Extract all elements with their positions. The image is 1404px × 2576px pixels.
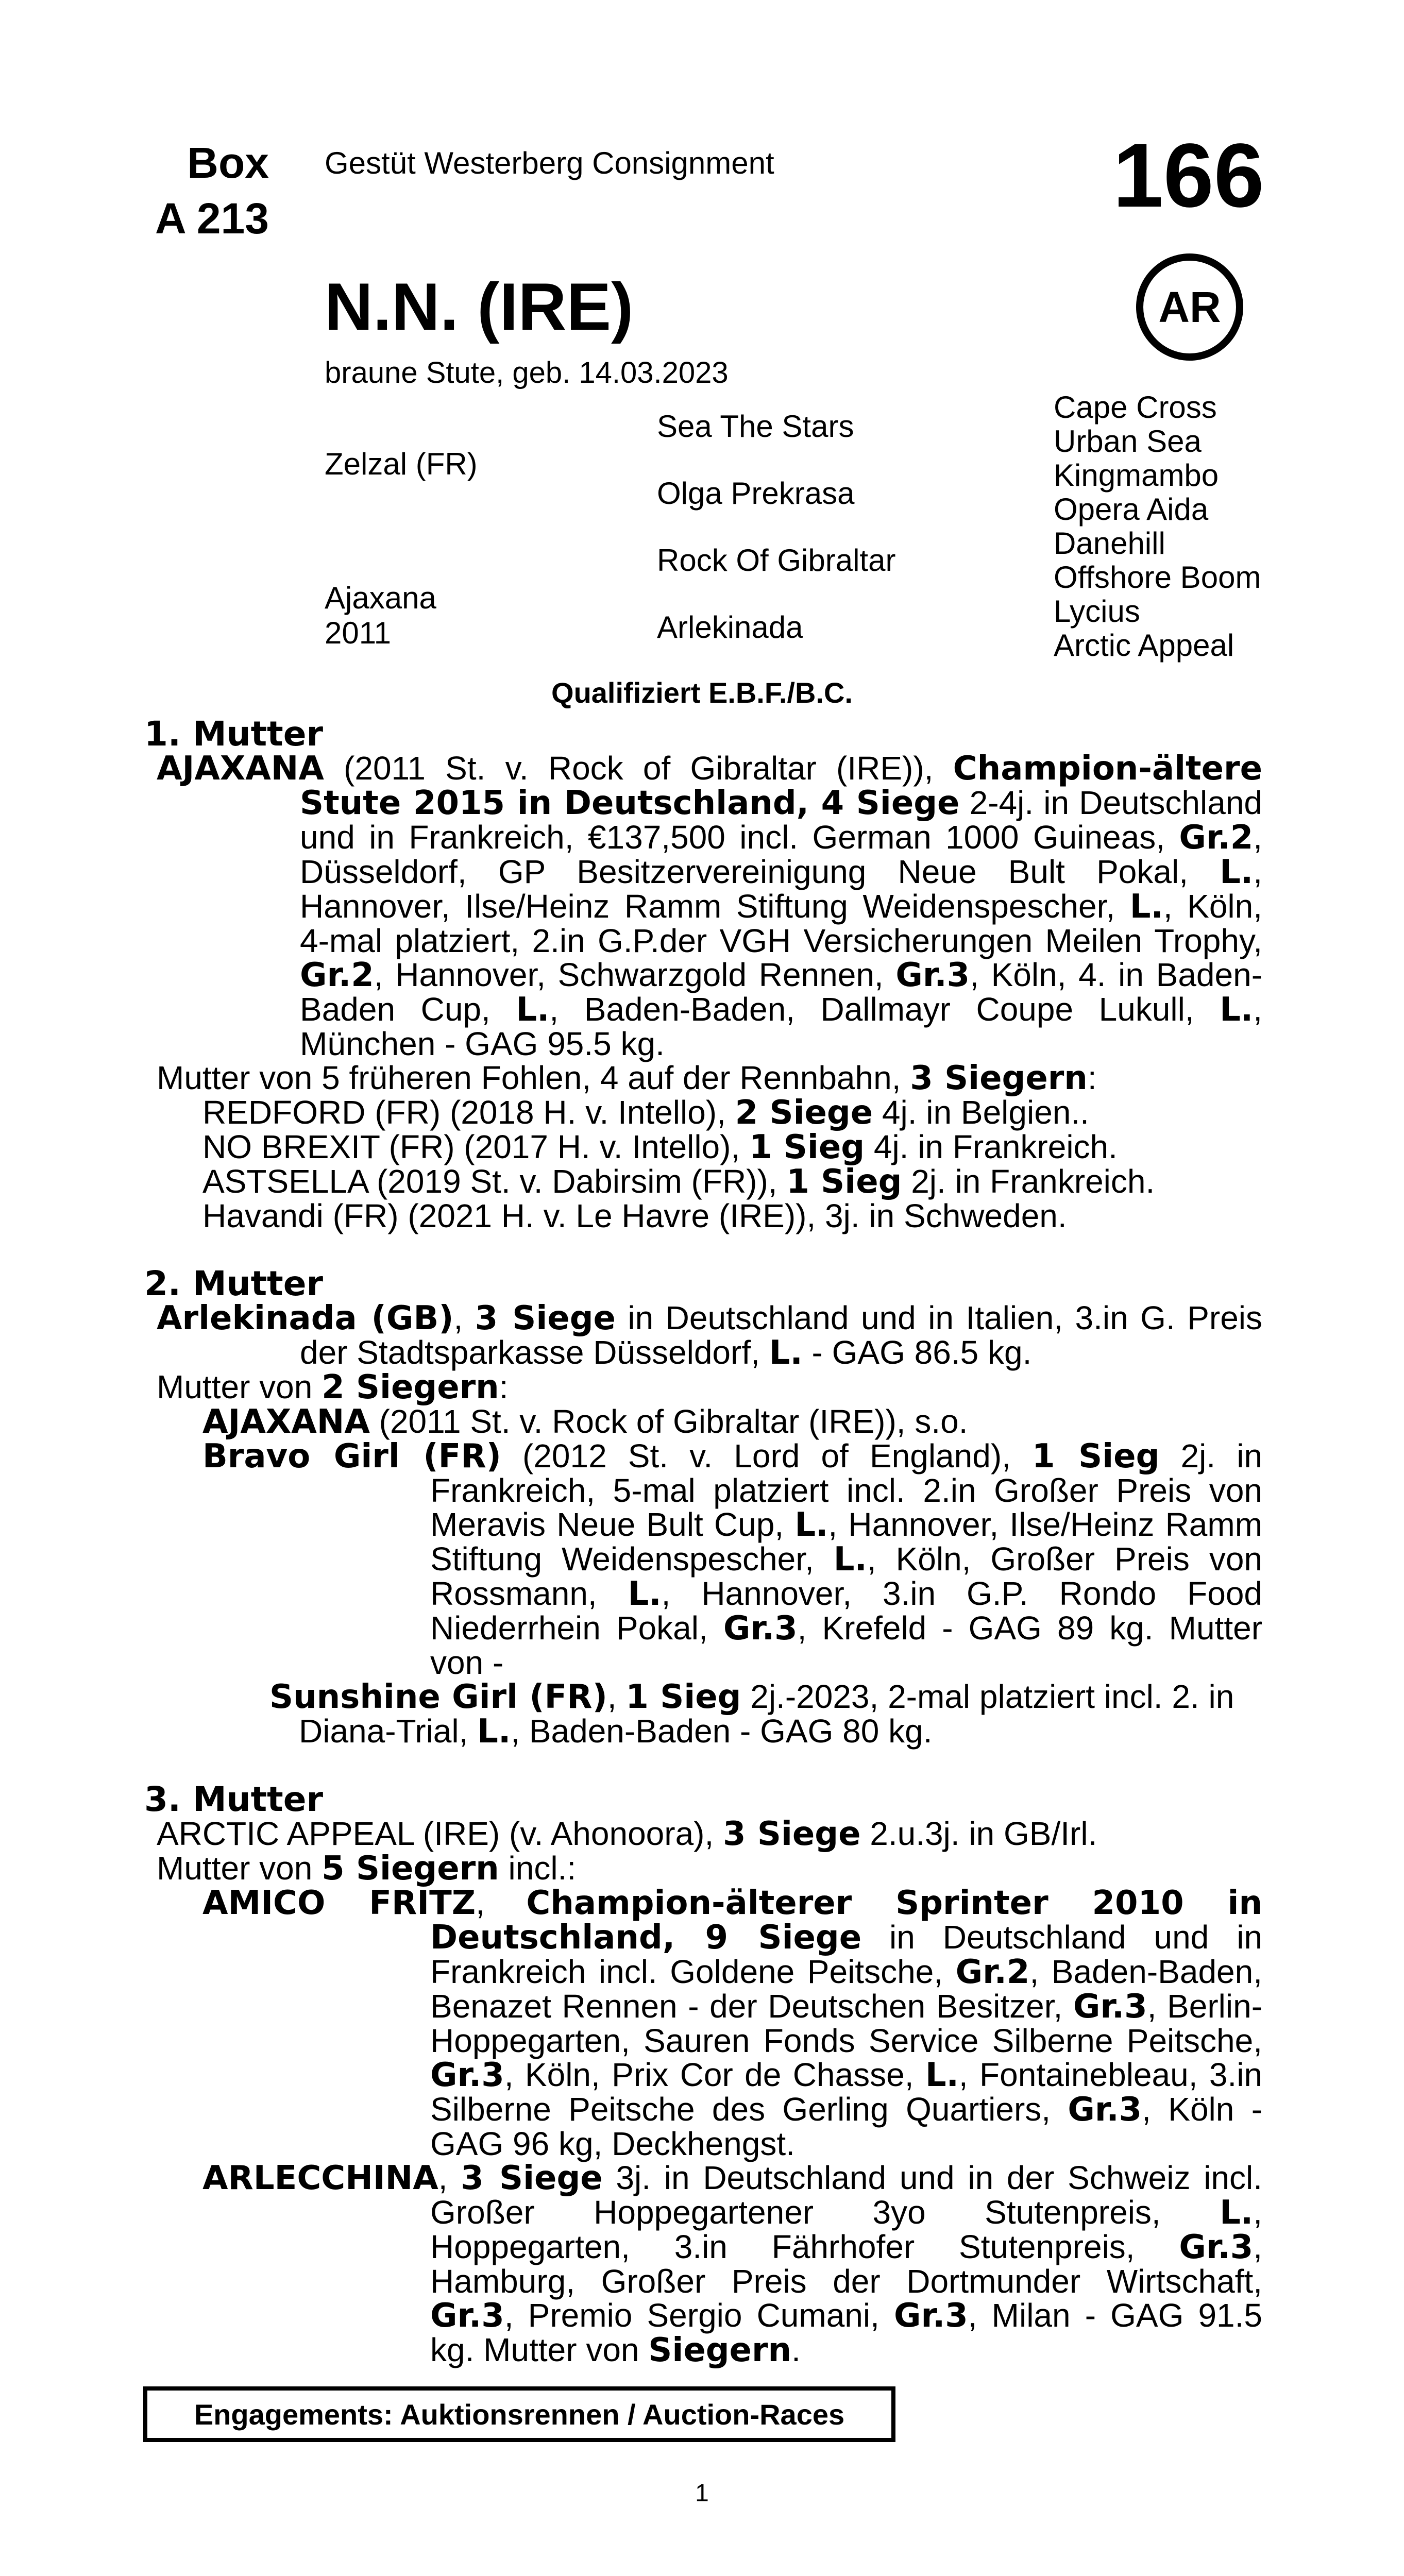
dam-line-content xyxy=(144,714,1263,2369)
pedigree-sire-sire: Sea The Stars xyxy=(657,409,854,444)
pedigree-g3-item: Offshore Boom xyxy=(1054,560,1261,595)
section-3-record: ARCTIC APPEAL (IRE) (v. Ahonoora), 3 Siege 2.u.3j. in GB/Irl. xyxy=(157,1815,1097,1853)
pedigree-dam-year: 2011 xyxy=(325,616,392,650)
horse-name: N.N. (IRE) xyxy=(325,269,634,344)
engagements-box: Engagements: Auktionsrennen / Auction-Races xyxy=(143,2386,895,2442)
produce-item: AMICO FRITZ, Champion-älterer Sprinter 2010 in Deutschland, 9 Siege in Deutschland und in Frankreich incl. Goldene Peitsche, Gr.2, Baden-Baden, Benazet Rennen - der Deutschen Besitzer, Gr.3, Berlin-Hoppegarten, Sauren Fonds Service Silberne Peitsche, Gr.3, Köln, Prix Cor de Chasse, L., Fontainebleau, 3.in Silberne Peitsche des Gerling Quartiers, Gr.3, Köln - GAG 96 kg, Deckhengst. xyxy=(202,1884,1263,2162)
pedigree-g3-item: Opera Aida xyxy=(1054,492,1209,527)
section-2-heading: 2. Mutter xyxy=(144,1264,324,1303)
box-line-2: A 213 xyxy=(155,194,269,243)
produce-item: Bravo Girl (FR) (2012 St. v. Lord of England), 1 Sieg 2j. in Frankreich, 5-mal platziert incl. 2.in Großer Preis von Meravis Neue Bult Cup, L., Hannover, Ilse/Heinz Ramm Stiftung Weidenspescher, L., Köln, Großer Preis von Rossmann, L., Hannover, 3.in G.P. Rondo Food Niederrhein Pokal, Gr.3, Krefeld - GAG 89 kg. Mutter von - xyxy=(202,1437,1263,1681)
pedigree-g3-item: Danehill xyxy=(1054,526,1165,561)
pedigree-dam-dam: Arlekinada xyxy=(657,610,803,645)
pedigree-dam-sire: Rock Of Gibraltar xyxy=(657,543,896,578)
page-number: 1 xyxy=(695,2480,709,2507)
qualification: Qualifiziert E.B.F./B.C. xyxy=(551,676,853,709)
ar-badge: AR xyxy=(1136,253,1243,361)
produce-item: ASTSELLA (2019 St. v. Dabirsim (FR)), 1 Sieg 2j. in Frankreich. xyxy=(202,1163,1155,1201)
pedigree-g3-item: Kingmambo xyxy=(1054,458,1219,493)
horse-description: braune Stute, geb. 14.03.2023 xyxy=(325,356,729,389)
grand-produce-item: Sunshine Girl (FR), 1 Sieg 2j.-2023, 2-mal platziert incl. 2. in Diana-Trial, L., Baden-Baden - GAG 80 kg. xyxy=(269,1678,1234,1751)
pedigree-third-generation xyxy=(1054,391,1261,663)
section-1-heading: 1. Mutter xyxy=(144,714,324,754)
lot-number: 166 xyxy=(1113,125,1264,226)
consignor: Gestüt Westerberg Consignment xyxy=(325,146,774,180)
section-1-produce-intro: Mutter von 5 früheren Fohlen, 4 auf der Rennbahn, 3 Siegern: xyxy=(157,1059,1097,1097)
pedigree-g3-item: Cape Cross xyxy=(1054,390,1217,425)
box-label xyxy=(124,135,269,246)
section-1-dam-record: AJAXANA (2011 St. v. Rock of Gibraltar (IRE)), Champion-ältere Stute 2015 in Deutschland, 4 Siege 2-4j. in Deutschland und in Frankreich, €137,500 incl. German 1000 Guineas, Gr.2, Düsseldorf, GP Besitzervereinigung Neue Bult Pokal, L., Hannover, Ilse/Heinz Ramm Stiftung Weidenspescher, L., Köln, 4-mal platziert, 2.in G.P.der VGH Versicherungen Meilen Trophy, Gr.2, Hannover, Schwarzgold Rennen, Gr.3, Köln, 4. in Baden-Baden Cup, L., Baden-Baden, Dallmayr Coupe Lukull, L., München - GAG 95.5 kg. xyxy=(157,750,1263,1062)
produce-item: Havandi (FR) (2021 H. v. Le Havre (IRE)), 3j. in Schweden. xyxy=(202,1197,1067,1234)
pedigree-sire-dam: Olga Prekrasa xyxy=(657,476,855,511)
produce-item: NO BREXIT (FR) (2017 H. v. Intello), 1 Sieg 4j. in Frankreich. xyxy=(202,1128,1118,1166)
dam-name: AJAXANA xyxy=(157,750,324,788)
pedigree-g3-item: Lycius xyxy=(1054,594,1140,629)
pedigree-g3-item: Urban Sea xyxy=(1054,424,1202,459)
produce-item: REDFORD (FR) (2018 H. v. Intello), 2 Siege 4j. in Belgien.. xyxy=(202,1094,1089,1132)
pedigree-sire: Zelzal (FR) xyxy=(325,447,478,481)
produce-item: ARLECCHINA, 3 Siege 3j. in Deutschland und in der Schweiz incl. Großer Hoppegartener 3yo Stutenpreis, L., Hoppegarten, 3.in Fährhofer Stutenpreis, Gr.3, Hamburg, Großer Preis der Dortmunder Wirtschaft, Gr.3, Premio Sergio Cumani, Gr.3, Milan - GAG 91.5 kg. Mutter von Siegern. xyxy=(202,2159,1263,2369)
produce-item: AJAXANA (2011 St. v. Rock of Gibraltar (IRE)), s.o. xyxy=(202,1403,968,1441)
pedigree-dam: Ajaxana xyxy=(325,581,436,615)
box-line-1: Box xyxy=(187,139,269,187)
section-2-produce-intro: Mutter von 2 Siegern: xyxy=(157,1368,509,1406)
section-3-heading: 3. Mutter xyxy=(144,1780,324,1819)
section-3-produce-intro: Mutter von 5 Siegern incl.: xyxy=(157,1850,577,1888)
section-2-granddam-record: Arlekinada (GB), 3 Siege in Deutschland und in Italien, 3.in G. Preis der Stadtsparkasse Düsseldorf, L. - GAG 86.5 kg. xyxy=(157,1299,1263,1372)
pedigree-g3-item: Arctic Appeal xyxy=(1054,628,1234,663)
